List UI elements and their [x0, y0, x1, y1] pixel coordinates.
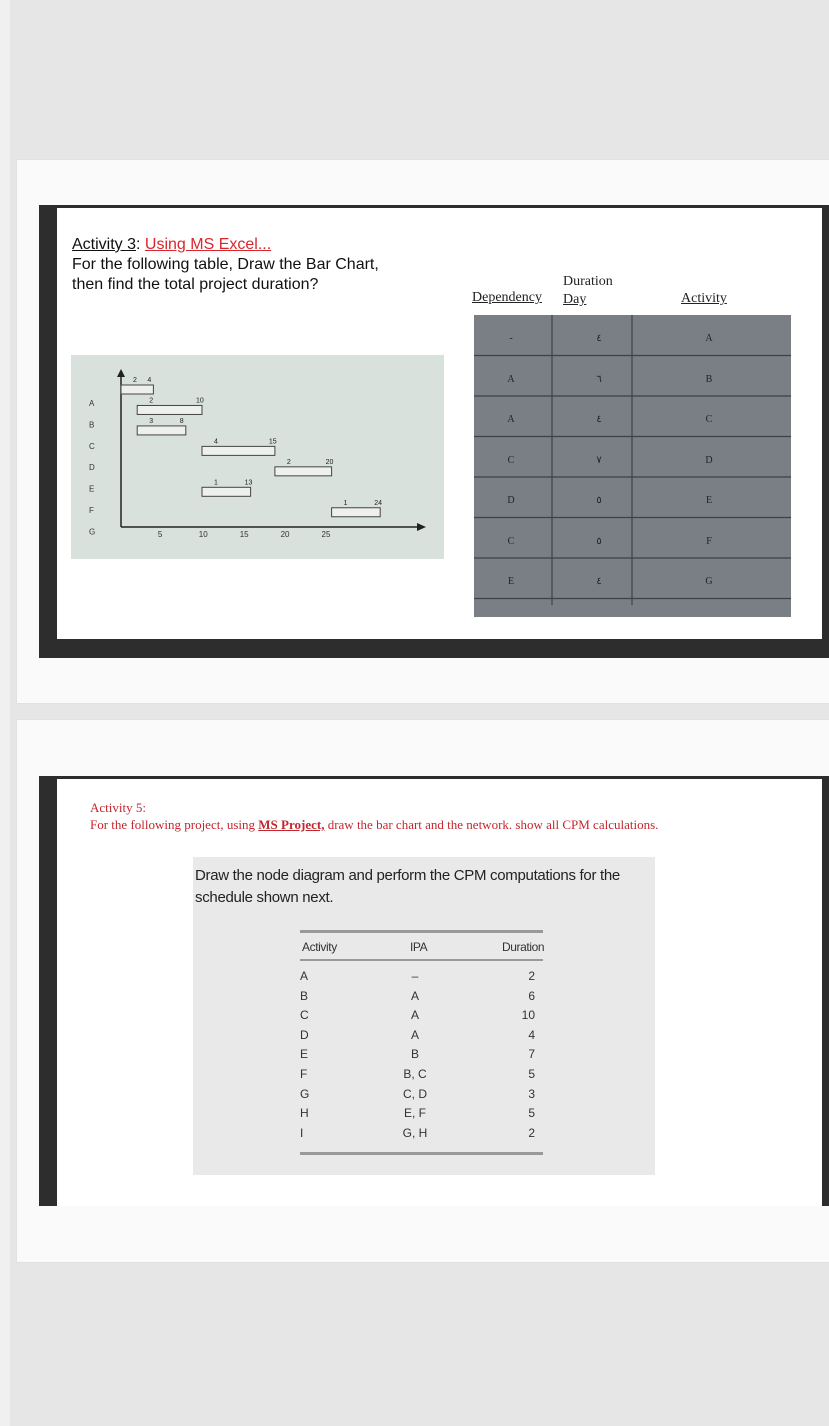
dependency-cell: D	[507, 495, 515, 506]
gantt-bar	[202, 446, 275, 455]
gantt-bar	[137, 426, 186, 435]
heading-colon: :	[136, 236, 145, 253]
category-label: G	[89, 527, 96, 537]
x-tick-label: 10	[198, 530, 208, 539]
gantt-chart	[71, 355, 444, 559]
x-tick-label: 25	[321, 530, 331, 539]
gantt-chart-photo	[71, 355, 444, 559]
activity-table-photo	[474, 315, 791, 617]
ipa-cell: B	[410, 1047, 419, 1062]
category-label: E	[89, 484, 95, 494]
bar-label-end: 8	[179, 417, 184, 425]
ipa-cell: G, H	[402, 1125, 428, 1140]
gantt-bar	[332, 508, 381, 517]
bar-label-end: 4	[147, 377, 152, 384]
slide-frame	[39, 776, 829, 1206]
activity-cell: G	[300, 1086, 310, 1101]
duration-cell: 10	[521, 1008, 535, 1023]
duration-cell: 2	[528, 969, 535, 983]
col-activity: Activity	[302, 940, 337, 954]
dependency-cell: C	[507, 454, 515, 466]
table-rule-bottom	[300, 1152, 543, 1155]
dependency-cell: -	[509, 333, 513, 344]
activity-cell: F	[706, 535, 712, 547]
header-activity: Activity	[681, 291, 727, 306]
activity-3-instructions: For the following table, Draw the Bar Chart, then find the total project duration?	[72, 256, 379, 293]
duration-cell: ٤	[596, 576, 602, 587]
duration-cell: ٤	[596, 414, 602, 425]
dependency-cell: E	[507, 576, 515, 587]
dependency-cell: A	[507, 373, 515, 385]
activity-cell: G	[705, 576, 713, 587]
bar-label-start: 1	[343, 499, 348, 507]
gantt-bar	[121, 385, 153, 394]
instruction-post: draw the bar chart and the network. show all CPM calculations.	[324, 817, 659, 832]
ipa-cell: A	[410, 1008, 419, 1023]
x-axis-arrow	[417, 523, 426, 531]
category-label: A	[89, 399, 95, 408]
bar-label-start: 4	[214, 438, 218, 446]
ipa-cell: B, C	[403, 1067, 427, 1081]
left-margin	[0, 0, 10, 1426]
category-label: F	[89, 506, 94, 515]
activity-cell: B	[705, 373, 713, 385]
duration-cell: ٦	[596, 373, 602, 385]
col-duration: Duration	[502, 940, 545, 954]
activity-cell: A	[300, 969, 309, 983]
ipa-cell: C, D	[403, 1086, 427, 1101]
header-dependency: Dependency	[472, 290, 542, 305]
slide-activity-5[interactable]	[17, 720, 829, 1262]
duration-cell: 6	[528, 988, 535, 1003]
bar-label-start: 2	[286, 458, 291, 466]
activity-cell: B	[300, 988, 309, 1003]
header-day: Day	[563, 292, 587, 307]
ipa-cell: E, F	[403, 1106, 426, 1121]
duration-cell: 5	[528, 1106, 535, 1121]
activity-cell: E	[705, 495, 713, 506]
duration-cell: ٥	[596, 535, 602, 547]
excel-link[interactable]: Using MS Excel...	[144, 236, 272, 253]
activity-3-text	[72, 235, 382, 295]
activity-cell: C	[705, 414, 713, 425]
dependency-cell: A	[507, 414, 515, 425]
activity-cell: D	[300, 1027, 309, 1042]
ipa-cell: A	[410, 1027, 419, 1042]
bar-label-end: 13	[244, 479, 253, 487]
slide-content	[57, 779, 822, 1206]
duration-cell: ٧	[596, 454, 602, 466]
activity-cell: I	[300, 1125, 304, 1140]
x-tick-label: 20	[280, 530, 290, 539]
ipa-cell: A	[410, 988, 419, 1003]
dependency-cell: C	[507, 535, 515, 547]
duration-cell: ٤	[596, 333, 602, 344]
duration-cell: 3	[528, 1086, 535, 1101]
gantt-bar	[275, 467, 332, 476]
textbook-excerpt	[193, 857, 655, 1175]
bar-label-start: 1	[214, 479, 218, 487]
slide-content	[57, 208, 822, 639]
ipa-cell: –	[411, 969, 419, 983]
slide-activity-3[interactable]	[17, 160, 829, 703]
table-rule-top	[300, 930, 543, 933]
duration-cell: 5	[528, 1067, 535, 1081]
category-label: D	[89, 463, 95, 473]
excerpt-title: Draw the node diagram and perform the CPM computations for the schedule shown next.	[195, 867, 620, 906]
activity-5-text	[90, 799, 658, 833]
bar-label-start: 3	[149, 417, 154, 425]
instruction-pre: For the following project, using	[90, 817, 259, 832]
slide-frame	[39, 205, 829, 658]
table-rule-mid	[300, 959, 543, 961]
activity-5-heading: Activity 5:	[90, 800, 146, 815]
y-axis-arrow	[117, 369, 125, 377]
activity-cell: H	[300, 1106, 309, 1121]
bar-label-end: 15	[268, 438, 277, 446]
bar-label-end: 20	[325, 458, 334, 466]
header-duration: Duration	[563, 274, 613, 289]
bar-label-end: 10	[196, 397, 204, 405]
gantt-bar	[137, 405, 202, 414]
duration-cell: ٥	[596, 495, 602, 506]
x-tick-label: 15	[239, 530, 249, 539]
category-label: B	[89, 420, 95, 430]
duration-cell: 7	[528, 1047, 535, 1062]
activity-cell: D	[705, 454, 713, 466]
duration-cell: 4	[528, 1027, 535, 1042]
bar-label-start: 2	[149, 397, 154, 405]
activity-cell: E	[300, 1047, 309, 1062]
bar-label-start: 2	[133, 377, 137, 384]
x-tick-label: 5	[157, 530, 163, 539]
col-ipa: IPA	[410, 940, 428, 954]
activity-cell: C	[300, 1008, 309, 1023]
bar-label-end: 24	[374, 499, 382, 507]
duration-cell: 2	[528, 1125, 535, 1140]
gantt-bar	[202, 487, 251, 496]
activity-3-heading: Activity 3	[72, 236, 137, 253]
category-label: C	[89, 441, 95, 451]
activity-cell: A	[705, 333, 713, 344]
activity-cell: F	[300, 1067, 308, 1081]
table-grid	[474, 315, 791, 617]
ms-project-link[interactable]: MS Project,	[258, 817, 325, 832]
